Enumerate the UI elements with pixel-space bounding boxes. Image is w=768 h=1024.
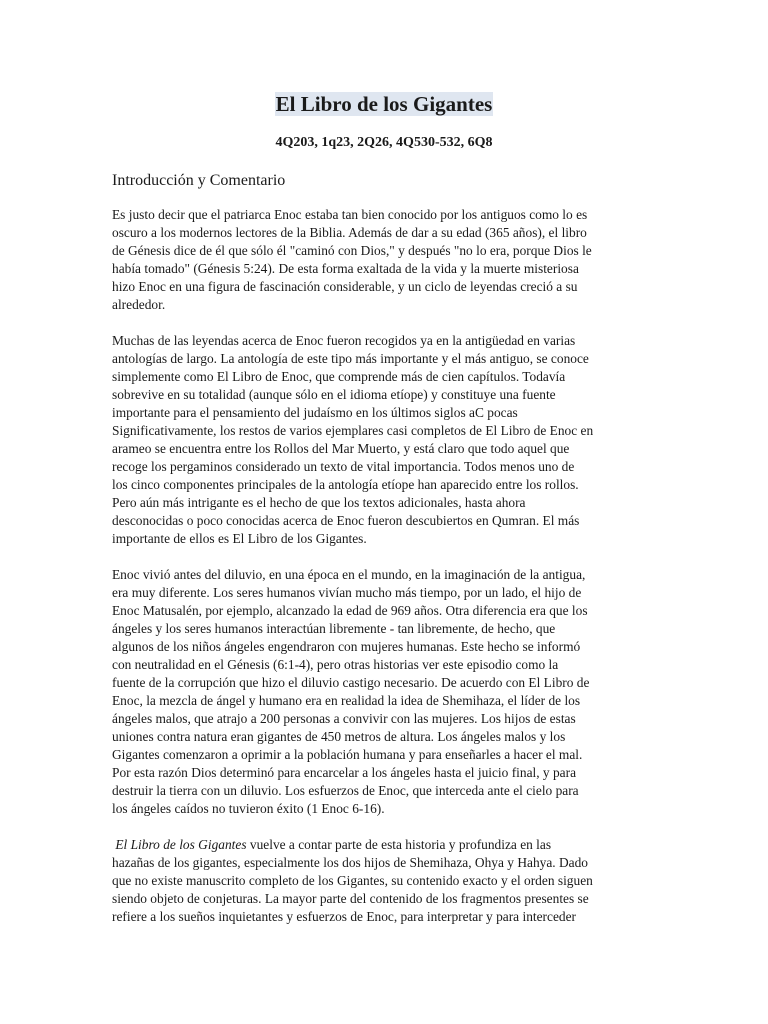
text-line: importante de ellos es El Libro de los Gigantes.	[112, 531, 367, 546]
text-line: Significativamente, los restos de varios ejemplares casi completos de El Libro de Enoc en	[112, 423, 594, 438]
text-line: fuente de la corrupción que hizo el diluvio castigo necesario. De acuerdo con El Libro de	[112, 675, 590, 690]
text-line: Gigantes comenzaron a oprimir a la población humana y para enseñarles a hacer el mal.	[112, 747, 583, 762]
paragraph-3	[112, 566, 657, 818]
book-title-italic: El Libro de los Gigantes	[115, 837, 247, 852]
text-line: los cinco componentes principales de la antología etíope han aparecido entre los rollos.	[112, 477, 579, 492]
text-line: alrededor.	[112, 297, 166, 312]
paragraph-1	[112, 206, 657, 314]
paragraph-4	[112, 836, 657, 926]
text-line: sobrevive en su totalidad (aunque sólo en el idioma etíope) y constituye una fuente	[112, 387, 556, 402]
text-line: Es justo decir que el patriarca Enoc estaba tan bien conocido por los antiguos como lo es	[112, 207, 588, 222]
text-line: los ángeles caídos no tuvieron éxito (1 Enoc 6-16).	[112, 801, 385, 816]
document-title: El Libro de los Gigantes	[275, 92, 493, 116]
text-line: Enoc Matusalén, por ejemplo, alcanzado la edad de 969 años. Otra diferencia era que los	[112, 603, 588, 618]
text-line: arameo se encuentra entre los Rollos del Mar Muerto, y está claro que todo aquel que	[112, 441, 570, 456]
text-line: que no existe manuscrito completo de los Gigantes, su contenido exacto y el orden siguen	[112, 873, 593, 888]
text-line: era muy diferente. Los seres humanos vivían mucho más tiempo, por un lado, el hijo de	[112, 585, 582, 600]
text-line: importante para el pensamiento del judaísmo en los últimos siglos aC pocas	[112, 405, 518, 420]
paragraph-2	[112, 332, 657, 548]
section-heading: Introducción y Comentario	[112, 172, 286, 189]
text-line: había tomado" (Génesis 5:24). De esta forma exaltada de la vida y la muerte misteriosa	[112, 261, 579, 276]
text-line: algunos de los niños ángeles engendraron con mujeres humanas. Este hecho se informó	[112, 639, 581, 654]
text-line: hazañas de los gigantes, especialmente los dos hijos de Shemihaza, Ohya y Hahya. Dado	[112, 855, 588, 870]
text-line: simplemente como El Libro de Enoc, que comprende más de cien capítulos. Todavía	[112, 369, 566, 384]
text-line: oscuro a los modernos lectores de la Biblia. Además de dar a su edad (365 años), el libro	[112, 225, 587, 240]
text-line: Enoc, la mezcla de ángel y humano era en realidad la idea de Shemihaza, el líder de los	[112, 693, 581, 708]
text-line: antologías de largo. La antología de este tipo más importante y el más antiguo, se conoce	[112, 351, 589, 366]
text-line: Por esta razón Dios determinó para encarcelar a los ángeles hasta el juicio final, y para	[112, 765, 577, 780]
text-line: refiere a los sueños inquietantes y esfuerzos de Enoc, para interpretar y para interceder	[112, 909, 576, 924]
text-line: siendo objeto de conjeturas. La mayor parte del contenido de los fragmentos presentes se	[112, 891, 589, 906]
text-line: ángeles malos, que atrajo a 200 personas a convivir con las mujeres. Los hijos de estas	[112, 711, 576, 726]
body-text	[112, 206, 657, 926]
text-line	[112, 836, 657, 854]
document-subtitle: 4Q203, 1q23, 2Q26, 4Q530-532, 6Q8	[275, 135, 493, 150]
text-line: uniones contra natura eran gigantes de 450 metros de altura. Los ángeles malos y los	[112, 729, 566, 744]
text-fragment: vuelve a contar parte de esta historia y profundiza en las	[246, 837, 552, 852]
text-line: destruir la tierra con un diluvio. Los esfuerzos de Enoc, que interceda ante el cielo para	[112, 783, 579, 798]
text-line: recoge los pergaminos considerado un texto de vital importancia. Todos menos uno de	[112, 459, 575, 474]
text-line: Enoc vivió antes del diluvio, en una época en el mundo, en la imaginación de la antigua,	[112, 567, 586, 582]
text-line: hizo Enoc en una figura de fascinación considerable, y un ciclo de leyendas creció a su	[112, 279, 578, 294]
text-line: Muchas de las leyendas acerca de Enoc fueron recogidos ya en la antigüedad en varias	[112, 333, 576, 348]
text-line: ángeles y los seres humanos interactúan libremente - tan libremente, de hecho, que	[112, 621, 556, 636]
text-line: de Génesis dice de él que sólo él "caminó con Dios," y después "no lo era, porque Dios le	[112, 243, 592, 258]
text-line: desconocidas o poco conocidas acerca de Enoc fueron descubiertos en Qumran. El más	[112, 513, 580, 528]
text-line: Pero aún más intrigante es el hecho de que los textos adicionales, hasta ahora	[112, 495, 526, 510]
text-line: con neutralidad en el Génesis (6:1-4), pero otras historias ver este episodio como la	[112, 657, 559, 672]
